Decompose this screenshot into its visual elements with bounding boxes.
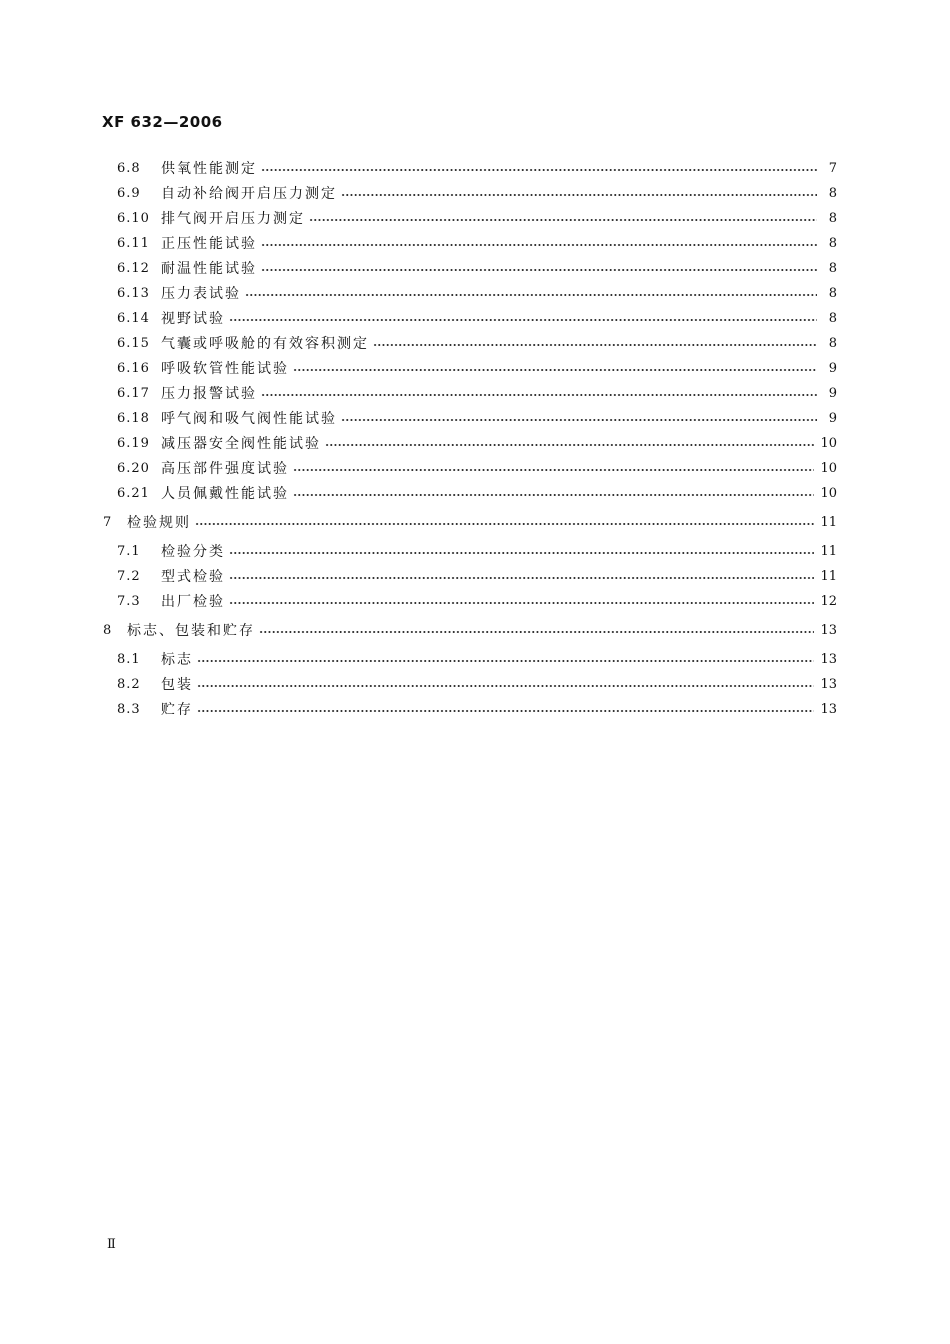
toc-entry-page-number: 13 xyxy=(820,701,837,717)
dot-leader xyxy=(197,660,814,662)
toc-entry-title: 人员佩戴性能试验 xyxy=(161,486,289,502)
toc-entry-title: 标志 xyxy=(161,652,193,668)
toc-entry-page-number: 8 xyxy=(828,185,837,201)
toc-entry[interactable] xyxy=(117,541,837,561)
toc-entry-number: 8.1 xyxy=(117,651,141,667)
toc-entry-number: 6.9 xyxy=(117,185,141,201)
toc-entry-page-number: 8 xyxy=(828,335,837,351)
toc-entry-title: 耐温性能试验 xyxy=(161,261,257,277)
toc-entry[interactable] xyxy=(117,283,837,303)
toc-entry-title: 出厂检验 xyxy=(161,594,225,610)
toc-entry-title: 减压器安全阀性能试验 xyxy=(161,436,321,452)
toc-entry-number: 6.20 xyxy=(117,460,150,476)
toc-entry[interactable] xyxy=(117,458,837,478)
toc-entry-title: 高压部件强度试验 xyxy=(161,461,289,477)
toc-entry[interactable] xyxy=(117,699,837,719)
toc-entry[interactable] xyxy=(117,591,837,611)
toc-entry-page-number: 8 xyxy=(828,310,837,326)
dot-leader xyxy=(229,602,814,604)
toc-entry-title: 正压性能试验 xyxy=(161,236,257,252)
dot-leader xyxy=(229,319,817,321)
toc-entry-number: 6.19 xyxy=(117,435,150,451)
dot-leader xyxy=(229,552,814,554)
toc-entry-number: 6.18 xyxy=(117,410,150,426)
toc-entry-number: 7.1 xyxy=(117,543,141,559)
toc-entry-title: 呼吸软管性能试验 xyxy=(161,361,289,377)
toc-entry-page-number: 11 xyxy=(820,514,837,530)
toc-entry-number: 6.12 xyxy=(117,260,150,276)
toc-entry-title: 视野试验 xyxy=(161,311,225,327)
dot-leader xyxy=(341,194,817,196)
toc-entry[interactable] xyxy=(117,258,837,278)
document-code-header: XF 632—2006 xyxy=(102,113,223,131)
toc-entry-title: 检验分类 xyxy=(161,544,225,560)
toc-entry-title: 型式检验 xyxy=(161,569,225,585)
toc-entry-title: 标志、包装和贮存 xyxy=(127,623,255,639)
toc-entry[interactable] xyxy=(117,308,837,328)
toc-entry-page-number: 11 xyxy=(820,543,837,559)
toc-entry-title: 供氧性能测定 xyxy=(161,161,257,177)
toc-entry-number: 7 xyxy=(103,514,113,530)
toc-entry-title: 压力报警试验 xyxy=(161,386,257,402)
dot-leader xyxy=(293,494,814,496)
toc-entry[interactable] xyxy=(117,208,837,228)
toc-entry-page-number: 11 xyxy=(820,568,837,584)
dot-leader xyxy=(261,269,817,271)
toc-entry-title: 气囊或呼吸舱的有效容积测定 xyxy=(161,336,369,352)
dot-leader xyxy=(197,710,814,712)
toc-entry[interactable] xyxy=(117,566,837,586)
toc-entry[interactable] xyxy=(117,158,837,178)
toc-entry-title: 检验规则 xyxy=(127,515,191,531)
toc-entry-page-number: 13 xyxy=(820,676,837,692)
toc-entry-number: 8.2 xyxy=(117,676,141,692)
toc-entry-number: 6.15 xyxy=(117,335,150,351)
toc-entry-number: 6.10 xyxy=(117,210,150,226)
toc-entry-title: 压力表试验 xyxy=(161,286,241,302)
toc-entry-page-number: 13 xyxy=(820,622,837,638)
toc-entry-title: 贮存 xyxy=(161,702,193,718)
toc-entry[interactable] xyxy=(117,483,837,503)
dot-leader xyxy=(261,169,817,171)
toc-entry-number: 6.8 xyxy=(117,160,141,176)
toc-entry-number: 6.17 xyxy=(117,385,150,401)
toc-entry[interactable] xyxy=(103,620,837,640)
dot-leader xyxy=(325,444,814,446)
toc-entry[interactable] xyxy=(117,674,837,694)
toc-entry[interactable] xyxy=(117,433,837,453)
dot-leader xyxy=(309,219,817,221)
toc-entry-page-number: 9 xyxy=(828,360,837,376)
dot-leader xyxy=(293,469,814,471)
toc-entry-number: 8 xyxy=(103,622,113,638)
dot-leader xyxy=(245,294,817,296)
page-number-footer: Ⅱ xyxy=(107,1237,116,1252)
dot-leader xyxy=(197,685,814,687)
toc-entry-number: 6.11 xyxy=(117,235,150,251)
toc-entry-page-number: 10 xyxy=(820,435,837,451)
toc-entry-page-number: 10 xyxy=(820,460,837,476)
toc-entry-number: 6.16 xyxy=(117,360,150,376)
toc-entry-page-number: 8 xyxy=(828,210,837,226)
toc-entry-title: 呼气阀和吸气阀性能试验 xyxy=(161,411,337,427)
toc-entry-title: 排气阀开启压力测定 xyxy=(161,211,305,227)
dot-leader xyxy=(293,369,817,371)
toc-entry-number: 7.3 xyxy=(117,593,141,609)
toc-entry-page-number: 8 xyxy=(828,235,837,251)
toc-entry-number: 8.3 xyxy=(117,701,141,717)
toc-entry-page-number: 8 xyxy=(828,285,837,301)
toc-entry-number: 6.14 xyxy=(117,310,150,326)
toc-entry-page-number: 12 xyxy=(820,593,837,609)
toc-entry[interactable] xyxy=(117,233,837,253)
toc-entry-page-number: 7 xyxy=(828,160,837,176)
dot-leader xyxy=(259,631,814,633)
toc-entry[interactable] xyxy=(117,649,837,669)
toc-entry-title: 包装 xyxy=(161,677,193,693)
toc-entry[interactable] xyxy=(117,358,837,378)
dot-leader xyxy=(373,344,817,346)
toc-entry-number: 6.13 xyxy=(117,285,150,301)
toc-entry-page-number: 9 xyxy=(828,385,837,401)
toc-entry-page-number: 13 xyxy=(820,651,837,667)
toc-entry[interactable] xyxy=(117,408,837,428)
toc-entry-number: 7.2 xyxy=(117,568,141,584)
toc-entry-number: 6.21 xyxy=(117,485,150,501)
toc-entry[interactable] xyxy=(117,333,837,353)
toc-entry-page-number: 10 xyxy=(820,485,837,501)
dot-leader xyxy=(195,523,814,525)
toc-entry[interactable] xyxy=(117,183,837,203)
dot-leader xyxy=(341,419,817,421)
dot-leader xyxy=(261,394,817,396)
dot-leader xyxy=(229,577,814,579)
toc-entry-title: 自动补给阀开启压力测定 xyxy=(161,186,337,202)
toc-entry[interactable] xyxy=(117,383,837,403)
toc-entry-page-number: 9 xyxy=(828,410,837,426)
toc-entry[interactable] xyxy=(103,512,837,532)
dot-leader xyxy=(261,244,817,246)
toc-entry-page-number: 8 xyxy=(828,260,837,276)
